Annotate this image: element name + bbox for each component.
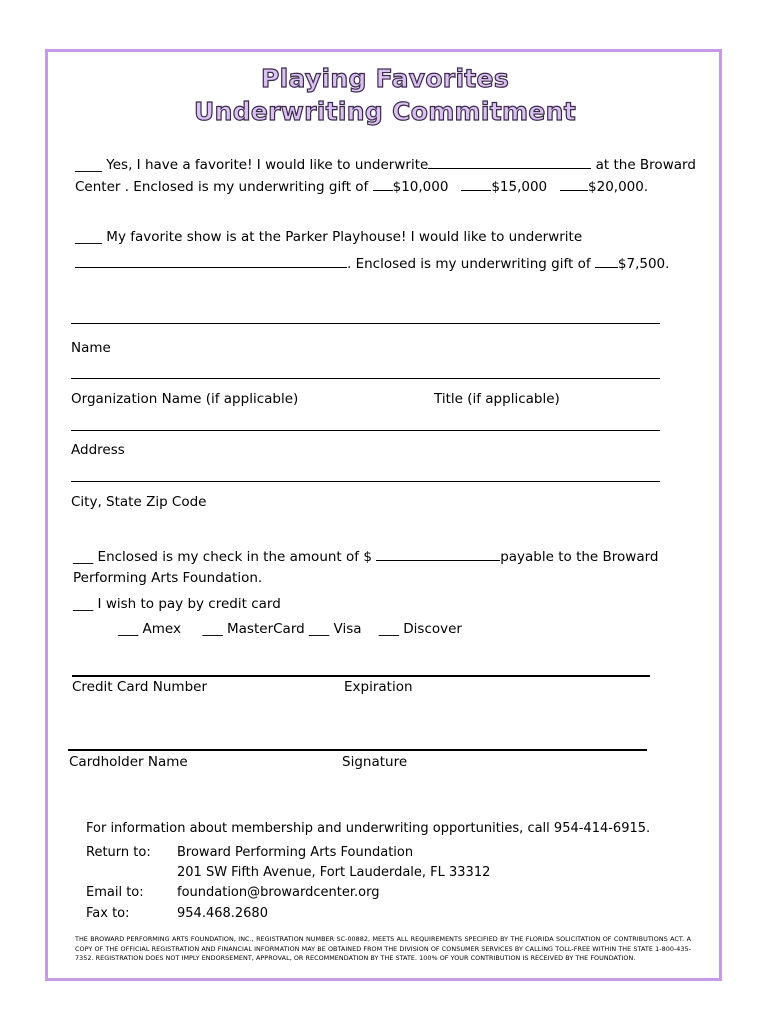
show-name-blank[interactable] — [428, 155, 591, 169]
option2-checkbox-blank[interactable]: ____ — [75, 229, 102, 245]
amount-7500-blank[interactable] — [595, 254, 618, 268]
amount3-label: $20,000. — [588, 179, 649, 195]
city-field-line[interactable] — [71, 481, 660, 482]
amount2-blank[interactable] — [461, 177, 491, 191]
card-number-line[interactable] — [72, 675, 650, 677]
credit-card-checkbox-blank[interactable]: ___ — [73, 596, 94, 612]
check-checkbox-blank[interactable]: ___ — [73, 549, 94, 565]
cardholder-label: Cardholder Name — [69, 754, 188, 770]
amount2-label: $15,000 — [491, 179, 548, 195]
cardholder-line[interactable] — [68, 749, 647, 751]
name-field-line[interactable] — [71, 323, 660, 324]
fax-value: 954.468.2680 — [177, 906, 268, 921]
check-line — [73, 547, 659, 566]
amex-label: Amex — [142, 621, 181, 637]
return-label: Return to: — [86, 845, 151, 860]
amount-7500-label: $7,500. — [617, 256, 670, 272]
organization-field-line[interactable] — [71, 378, 660, 379]
title-label: Title (if applicable) — [434, 391, 560, 407]
title-line-1: Playing Favorites — [261, 64, 509, 93]
signature-label: Signature — [342, 754, 408, 770]
favorite-show-blank[interactable] — [75, 254, 347, 268]
mastercard-label: MasterCard — [227, 621, 305, 637]
card-type-row — [118, 620, 462, 638]
option1-text-tail: at the Broward — [595, 157, 696, 173]
option2-gift-text: . Enclosed is my underwriting gift of — [347, 256, 591, 272]
visa-blank[interactable]: ___ — [309, 621, 330, 637]
return-address-line1: Broward Performing Arts Foundation — [177, 845, 414, 860]
option1-line2 — [75, 177, 648, 196]
city-state-zip-label: City, State Zip Code — [71, 494, 207, 510]
mastercard-blank[interactable]: ___ — [202, 621, 223, 637]
amount1-label: $10,000 — [392, 179, 449, 195]
option1-text: Yes, I have a favorite! I would like to underwrite — [106, 157, 429, 173]
option1-checkbox-blank[interactable]: ____ — [75, 157, 102, 173]
email-value: foundation@browardcenter.org — [177, 885, 380, 900]
amount1-blank[interactable] — [373, 177, 393, 191]
check-tail: payable to the Broward — [500, 549, 659, 565]
option2-line2 — [75, 254, 669, 273]
check-line-2: Performing Arts Foundation. — [73, 570, 263, 586]
fax-label: Fax to: — [86, 906, 130, 921]
organization-label: Organization Name (if applicable) — [71, 391, 299, 407]
return-address-line2: 201 SW Fifth Avenue, Fort Lauderdale, FL 33312 — [177, 865, 491, 880]
option1-gift-text: Center . Enclosed is my underwriting gift of — [75, 179, 369, 195]
credit-card-text: I wish to pay by credit card — [97, 596, 281, 612]
check-text: Enclosed is my check in the amount of $ — [97, 549, 372, 565]
discover-blank[interactable]: ___ — [378, 621, 399, 637]
visa-label: Visa — [333, 621, 362, 637]
amex-blank[interactable]: ___ — [118, 621, 139, 637]
name-label: Name — [71, 340, 111, 356]
expiration-label: Expiration — [344, 679, 413, 695]
info-text: For information about membership and underwriting opportunities, call 954-414-6915. — [86, 821, 651, 836]
check-amount-blank[interactable] — [376, 547, 500, 561]
address-label: Address — [71, 442, 125, 458]
amount3-blank[interactable] — [560, 177, 588, 191]
card-number-label: Credit Card Number — [72, 679, 207, 695]
option2-text: My favorite show is at the Parker Playhouse! I would like to underwrite — [106, 229, 583, 245]
discover-label: Discover — [403, 621, 462, 637]
title-line-2: Underwriting Commitment — [194, 97, 576, 126]
credit-card-line — [73, 595, 281, 613]
legal-disclaimer: THE BROWARD PERFORMING ARTS FOUNDATION, INC., REGISTRATION NUMBER SC-00882, MEETS ALL REQUIREMENTS SPECIFIED BY THE FLORIDA SOLICITATION OF CONTRIBUTIONS ACT. A COPY OF THE OFFICIAL REGISTRATION AND FINANCIAL INFORMATION MAY BE OBTAINED FROM THE DIVISION OF CONSUMER SERVICES BY CALLING TOLL-FREE WITHIN THE STATE 1-800-435-7352. REGISTRATION DOES NOT IMPLY ENDORSEMENT, APPROVAL, OR RECOMMENDATION BY THE STATE. 100% OF YOUR CONTRIBUTION IS RECEIVED BY THE FOUNDATION. — [75, 935, 691, 962]
option1-line1 — [75, 155, 696, 174]
email-label: Email to: — [86, 885, 144, 900]
address-field-line[interactable] — [71, 430, 660, 431]
option2-line1 — [75, 228, 582, 246]
